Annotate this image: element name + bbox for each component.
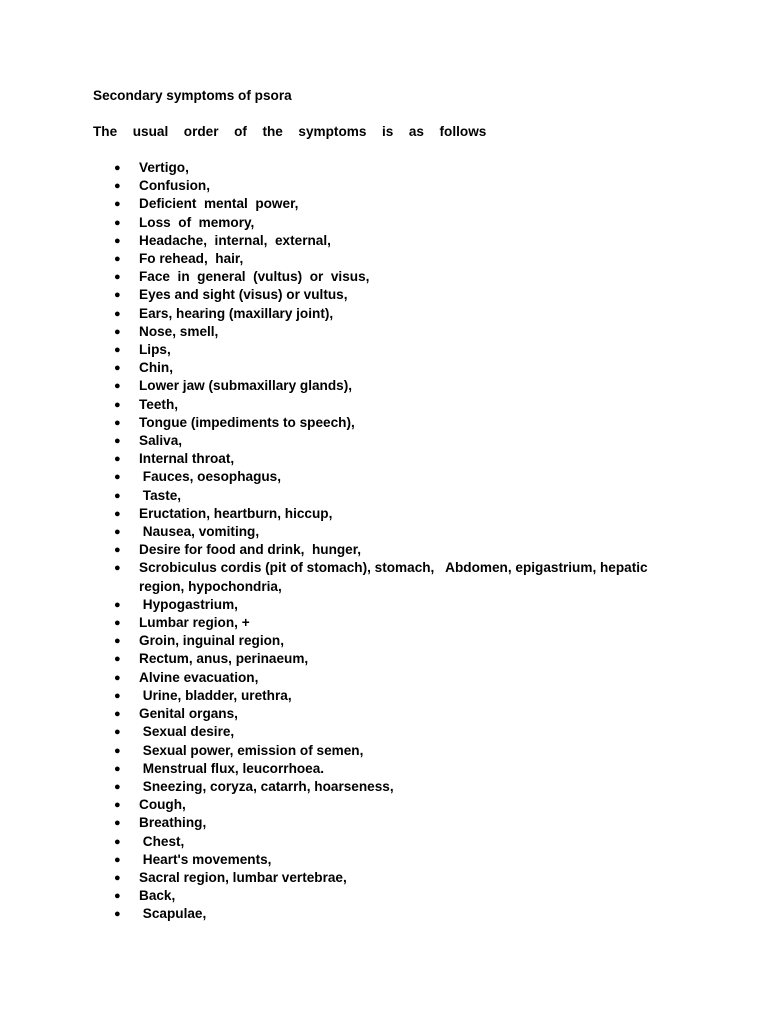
bullet-icon: ● [114,635,121,648]
list-item [0,505,768,523]
list-item [0,723,768,741]
list-item-text: Face in general (vultus) or visus, [139,269,370,285]
bullet-icon: ● [114,325,121,338]
list-item [0,887,768,905]
list-item-text: Scrobiculus cordis (pit of stomach), stomach, Abdomen, epigastrium, hepatic region, hypochondria, [139,560,652,594]
list-item [0,177,768,195]
list-item [0,250,768,268]
bullet-icon: ● [114,180,121,193]
list-item [0,760,768,778]
bullet-icon: ● [114,744,121,757]
bullet-icon: ● [114,817,121,830]
list-item-text: Loss of memory, [139,214,255,230]
list-item-text: Menstrual flux, leucorrhoea. [139,760,325,776]
bullet-icon: ● [114,871,121,884]
list-item-text: Teeth, [139,396,179,412]
bullet-icon: ● [114,453,121,466]
list-item [0,450,768,468]
bullet-icon: ● [114,853,121,866]
list-item [0,414,768,432]
list-item-text: Chin, [139,360,173,376]
list-item [0,687,768,705]
bullet-icon: ● [114,653,121,666]
list-item-text: Chest, [139,833,185,849]
list-item [0,286,768,304]
symptom-list [0,159,768,924]
bullet-icon: ● [114,234,121,247]
list-item-text: Heart's movements, [139,851,272,867]
list-item-text: Groin, inguinal region, [139,633,284,649]
list-item [0,814,768,832]
list-item-text: Confusion, [139,178,210,194]
bullet-icon: ● [114,835,121,848]
list-item [0,559,768,595]
list-item-text: Back, [139,888,176,904]
document-intro: The usual order of the symptoms is as follows [93,124,487,139]
list-item [0,833,768,851]
list-item-text: Deficient mental power, [139,196,299,212]
list-item-text: Eyes and sight (visus) or vultus, [139,287,348,303]
list-item-text: Desire for food and drink, hunger, [139,542,362,558]
list-item-text: Tongue (impediments to speech), [139,414,355,430]
bullet-icon: ● [114,271,121,284]
bullet-icon: ● [114,617,121,630]
list-item-text: Fauces, oesophagus, [139,469,282,485]
list-item-text: Lips, [139,342,171,358]
list-item [0,705,768,723]
list-item [0,650,768,668]
bullet-icon: ● [114,471,121,484]
list-item [0,778,768,796]
list-item-text: Lumbar region, + [139,615,250,631]
bullet-icon: ● [114,416,121,429]
list-item [0,341,768,359]
list-item [0,214,768,232]
list-item-text: Sacral region, lumbar vertebrae, [139,869,347,885]
list-item [0,232,768,250]
list-item [0,796,768,814]
list-item-text: Sneezing, coryza, catarrh, hoarseness, [139,778,394,794]
list-item [0,396,768,414]
list-item [0,869,768,887]
list-item [0,851,768,869]
list-item [0,596,768,614]
bullet-icon: ● [114,253,121,266]
list-item-text: Ears, hearing (maxillary joint), [139,305,334,321]
list-item-text: Hypogastrium, [139,596,238,612]
list-item [0,487,768,505]
bullet-icon: ● [114,435,121,448]
list-item-text: Sexual desire, [139,724,235,740]
list-item [0,541,768,559]
list-item-text: Rectum, anus, perinaeum, [139,651,309,667]
list-item-text: Saliva, [139,433,183,449]
bullet-icon: ● [114,908,121,921]
list-item [0,468,768,486]
list-item [0,159,768,177]
list-item-text: Headache, internal, external, [139,232,331,248]
list-item [0,614,768,632]
bullet-icon: ● [114,380,121,393]
list-item-text: Vertigo, [139,160,189,175]
document-title: Secondary symptoms of psora [93,88,292,103]
bullet-icon: ● [114,780,121,793]
bullet-icon: ● [114,198,121,211]
list-item-text: Scapulae, [139,906,207,922]
bullet-icon: ● [114,507,121,520]
list-item-text: Urine, bladder, urethra, [139,687,292,703]
list-item-text: Nausea, vomiting, [139,524,260,540]
list-item-text: Cough, [139,797,186,813]
list-item-text: Alvine evacuation, [139,669,259,685]
list-item [0,268,768,286]
list-item-text: Sexual power, emission of semen, [139,742,364,758]
bullet-icon: ● [114,689,121,702]
bullet-icon: ● [114,216,121,229]
list-item-text: Taste, [139,487,182,503]
list-item [0,323,768,341]
bullet-icon: ● [114,762,121,775]
list-item [0,359,768,377]
bullet-icon: ● [114,362,121,375]
list-item-text: Fo rehead, hair, [139,251,244,267]
list-item-text: Internal throat, [139,451,235,467]
list-item-text: Genital organs, [139,706,238,722]
list-item [0,432,768,450]
bullet-icon: ● [114,726,121,739]
bullet-icon: ● [114,289,121,302]
bullet-icon: ● [114,526,121,539]
bullet-icon: ● [114,344,121,357]
bullet-icon: ● [114,489,121,502]
list-item [0,195,768,213]
list-item-text: Eructation, heartburn, hiccup, [139,505,333,521]
list-item [0,669,768,687]
list-item [0,305,768,323]
list-item-text: Nose, smell, [139,323,219,339]
bullet-icon: ● [114,307,121,320]
bullet-icon: ● [114,708,121,721]
bullet-icon: ● [114,890,121,903]
list-item [0,377,768,395]
bullet-icon: ● [114,671,121,684]
bullet-icon: ● [114,562,121,575]
bullet-icon: ● [114,398,121,411]
bullet-icon: ● [114,162,121,174]
bullet-icon: ● [114,598,121,611]
list-item-text: Breathing, [139,815,207,831]
list-item [0,905,768,923]
list-item-text: Lower jaw (submaxillary glands), [139,378,353,394]
bullet-icon: ● [114,799,121,812]
bullet-icon: ● [114,544,121,557]
list-item [0,632,768,650]
list-item [0,742,768,760]
list-item [0,523,768,541]
